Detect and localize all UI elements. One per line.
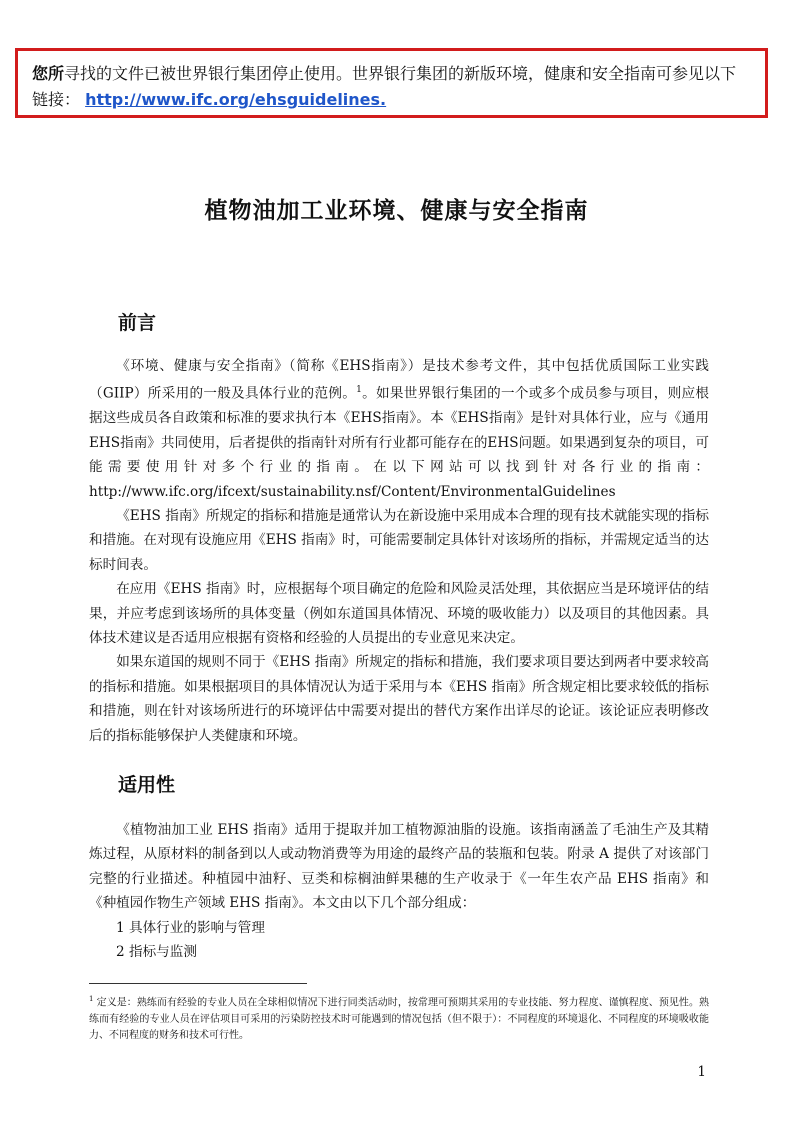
preface-p1-text-b: 。如果世界银行集团的一个或多个成员参与项目，则应根据这些成员各自政策和标准的要求执行本《EHS指南》。本《EHS指南》是针对具体行业，应与《通用EHS指南》共同使用，后者提供的指南针对所有行业都可能存在的EHS问题。如果遇到复杂的项目，可能需要使用针对多个行业的指南。在以下网站可以找到针对各行业的指南：http://www.ifc.org/ifcext/sustainability.nsf/Content/EnvironmentalGuidelines xyxy=(89,385,709,500)
list-item: 2 指标与监测 xyxy=(116,944,197,961)
list-item: 1 具体行业的影响与管理 xyxy=(116,919,265,936)
preface-paragraph-3: 在应用《EHS 指南》时，应根据每个项目确定的危险和风险灵活处理，其依据应当是环境评估的结果，并应考虑到该场所的具体变量（例如东道国具体情况、环境的吸收能力）以及项目的其他因素。具体技术建议是否适用应根据有资格和经验的人员提出的专业意见来决定。 xyxy=(89,581,709,646)
applicability-body xyxy=(89,818,709,964)
notice-lead: 您所 xyxy=(32,64,65,83)
notice-text: 寻找的文件已被世界银行集团停止使用。世界银行集团的新版环境，健康和安全指南可参见以下链接： xyxy=(32,64,737,109)
ehs-guidelines-link[interactable]: http://www.ifc.org/ehsguidelines. xyxy=(85,90,387,109)
discontinued-notice-box xyxy=(15,48,768,118)
applicability-heading: 适用性 xyxy=(118,774,176,796)
applicability-paragraph-1: 《植物油加工业 EHS 指南》适用于提取并加工植物源油脂的设施。该指南涵盖了毛油生产及其精炼过程，从原材料的制备到以人或动物消费等为用途的最终产品的装瓶和包装。附录 A 提供了对该部门完整的行业描述。种植园中油籽、豆类和棕榈油鲜果穗的生产收录于《一年生农产品 EHS 指南》和《种植园作物生产领域 EHS 指南》。本文由以下几个部分组成： xyxy=(89,822,709,912)
page-number: 1 xyxy=(697,1064,706,1080)
preface-paragraph-4: 如果东道国的规则不同于《EHS 指南》所规定的指标和措施，我们要求项目要达到两者中要求较高的指标和措施。如果根据项目的具体情况认为适于采用与本《EHS 指南》所含规定相比要求较低的指标和措施，则在针对该场所进行的环境评估中需要对提出的替代方案作出详尽的论证。该论证应表明修改后的指标能够保护人类健康和环境。 xyxy=(89,654,709,744)
preface-body xyxy=(89,354,709,748)
footnote-reference[interactable]: 1 xyxy=(356,385,362,396)
document-title: 植物油加工业环境、健康与安全指南 xyxy=(204,198,589,224)
footnote-divider xyxy=(89,983,307,984)
footnote xyxy=(89,991,709,1045)
preface-heading: 前言 xyxy=(118,312,157,334)
preface-paragraph-2: 《EHS 指南》所规定的指标和措施是通常认为在新设施中采用成本合理的现有技术就能实现的指标和措施。在对现有设施应用《EHS 指南》时，可能需要制定具体针对该场所的指标，并需规定适当的达标时间表。 xyxy=(89,507,709,573)
footnote-text: 定义是：熟练而有经验的专业人员在全球相似情况下进行同类活动时，按常理可预期其采用的专业技能、努力程度、谨慎程度、预见性。熟练而有经验的专业人员在评估项目可采用的污染防控技术时可能遇到的情况包括（但不限于）：不同程度的环境退化、不同程度的环境吸收能力、不同程度的财务和技术可行性。 xyxy=(89,997,709,1042)
footnote-marker: 1 xyxy=(89,995,94,1003)
preface-p1-text-a: 《环境、健康与安全指南》（简称《EHS指南》）是技术参考文件，其中包括优质国际工业实践（GIIP）所采用的一般及具体行业的范例。 xyxy=(89,358,709,402)
preface-paragraph-1 xyxy=(89,354,709,504)
